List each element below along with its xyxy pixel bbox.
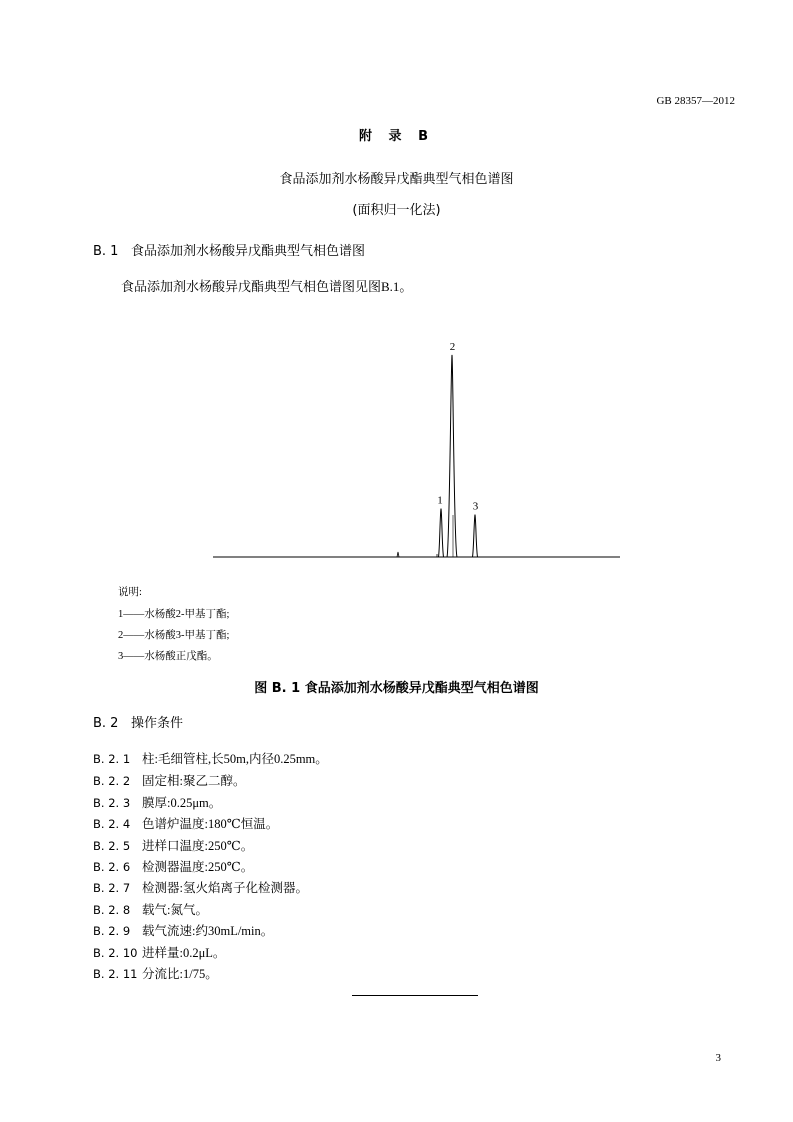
peak-label-3: 3 — [472, 500, 479, 513]
condition-number: B. 2. 1 — [93, 752, 131, 766]
figure-caption: 图 B. 1 食品添加剂水杨酸异戊酯典型气相色谱图 — [254, 681, 539, 696]
condition-text: 进样量:0.2μL。 — [142, 946, 226, 960]
condition-text: 膜厚:0.25μm。 — [142, 796, 222, 810]
peak-1 — [439, 509, 444, 557]
section-b1-heading — [93, 240, 365, 259]
condition-text: 固定相:聚乙二醇。 — [142, 774, 246, 788]
peak-label-1: 1 — [437, 494, 443, 507]
chromatogram-chart — [205, 335, 625, 565]
section-b2-number: B. 2 — [93, 716, 119, 731]
peak-2 — [447, 355, 457, 557]
section-b2-title: 操作条件 — [131, 716, 184, 731]
condition-item — [93, 836, 253, 854]
condition-item — [93, 749, 328, 767]
condition-number: B. 2. 9 — [93, 924, 131, 938]
condition-item — [93, 857, 253, 875]
legend-item-3: 3——水杨酸正戊酯。 — [118, 651, 218, 662]
condition-number: B. 2. 2 — [93, 774, 131, 788]
condition-number: B. 2. 6 — [93, 860, 131, 874]
legend-item-2: 2——水杨酸3-甲基丁酯; — [118, 630, 230, 641]
condition-item — [93, 964, 218, 982]
appendix-sub-title: (面积归一化法) — [352, 203, 441, 218]
condition-item — [93, 793, 221, 811]
condition-number: B. 2. 11 — [93, 967, 138, 981]
condition-item — [93, 943, 225, 961]
condition-text: 柱:毛细管柱,长50m,内径0.25mm。 — [142, 752, 328, 766]
section-b1-title: 食品添加剂水杨酸异戊酯典型气相色谱图 — [131, 244, 366, 259]
condition-text: 分流比:1/75。 — [142, 967, 218, 981]
section-b2-heading — [93, 712, 183, 731]
appendix-title: 附 录 B — [359, 129, 434, 144]
standard-code: GB 28357—2012 — [656, 95, 735, 107]
condition-text: 进样口温度:250℃。 — [142, 839, 254, 853]
condition-number: B. 2. 3 — [93, 796, 131, 810]
peak-label-2: 2 — [449, 341, 456, 353]
condition-number: B. 2. 7 — [93, 881, 131, 895]
solvent-blip — [397, 552, 399, 557]
peak-3 — [473, 515, 478, 557]
condition-number: B. 2. 5 — [93, 839, 131, 853]
condition-text: 载气:氮气。 — [142, 903, 208, 917]
condition-text: 检测器温度:250℃。 — [142, 860, 254, 874]
end-rule — [352, 995, 478, 996]
condition-item — [93, 900, 208, 918]
section-b1-paragraph: 食品添加剂水杨酸异戊酯典型气相色谱图见图B.1。 — [121, 279, 413, 294]
condition-item — [93, 814, 278, 832]
condition-text: 检测器:氢火焰离子化检测器。 — [142, 881, 308, 895]
condition-text: 色谱炉温度:180℃恒温。 — [142, 817, 279, 831]
legend-title: 说明: — [118, 587, 142, 598]
legend-item-1: 1——水杨酸2-甲基丁酯; — [118, 609, 230, 620]
condition-number: B. 2. 4 — [93, 817, 131, 831]
condition-text: 载气流速:约30mL/min。 — [142, 924, 274, 938]
condition-item — [93, 878, 308, 896]
condition-number: B. 2. 10 — [93, 946, 138, 960]
appendix-main-title: 食品添加剂水杨酸异戊酯典型气相色谱图 — [279, 172, 514, 187]
chromatogram-trace — [213, 515, 620, 557]
condition-item — [93, 921, 273, 939]
section-b1-number: B. 1 — [93, 244, 119, 259]
page-number: 3 — [715, 1052, 721, 1064]
condition-item — [93, 771, 245, 789]
condition-number: B. 2. 8 — [93, 903, 131, 917]
